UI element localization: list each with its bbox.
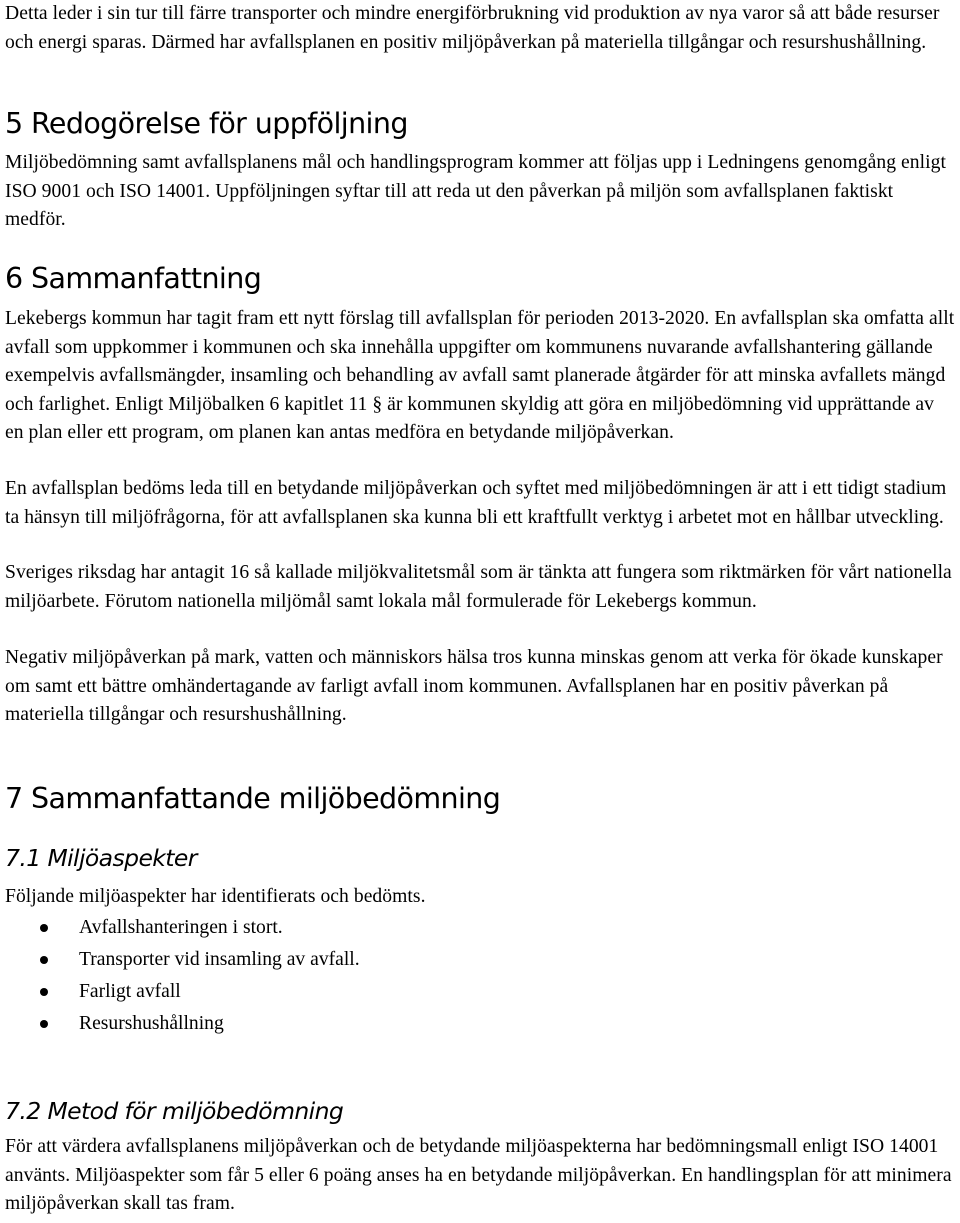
section-5-heading: 5 Redogörelse för uppföljning bbox=[5, 107, 408, 140]
intro-paragraph: Detta leder i sin tur till färre transporter och mindre energiförbrukning vid produktion av nya varor så att både resurser och energi sparas. Därmed har avfallsplanen en positiv miljöpåverkan på materiella tillgångar och resurshushållning. bbox=[5, 3, 940, 53]
list-item-text: Resurshushållning bbox=[79, 1013, 224, 1034]
bullet-icon bbox=[40, 924, 48, 932]
section-7-2-paragraph: För att värdera avfallsplanens miljöpåverkan och de betydande miljöaspekterna har bedömningsmall enligt ISO 14001 använts. Miljöaspekter som får 5 eller 6 poäng anses ha en betydande miljöpåverkan. En handlingsplan för att minimera miljöpåverkan skall tas fram. bbox=[5, 1136, 952, 1214]
list-item-text: Transporter vid insamling av avfall. bbox=[79, 949, 360, 970]
list-item-text: Avfallshanteringen i stort. bbox=[79, 917, 283, 938]
list-item bbox=[5, 944, 360, 976]
list-item bbox=[5, 912, 360, 944]
section-5-paragraph: Miljöbedömning samt avfallsplanens mål och handlingsprogram kommer att följas upp i Ledningens genomgång enligt ISO 9001 och ISO 14001. Uppföljningen syftar till att reda ut den påverkan på miljön som avfallsplanen faktiskt medför. bbox=[5, 152, 946, 230]
section-7-1-heading: 7.1 Miljöaspekter bbox=[5, 844, 197, 872]
bullet-icon bbox=[40, 1020, 48, 1028]
section-6-paragraph-4: Negativ miljöpåverkan på mark, vatten och människors hälsa tros kunna minskas genom att verka för ökade kunskaper om samt ett bättre omhändertagande av farligt avfall inom kommunen. Avfallsplanen har en positiv påverkan på materiella tillgångar och resurshushållning. bbox=[5, 647, 943, 725]
list-item bbox=[5, 1008, 360, 1040]
environmental-aspects-list bbox=[5, 912, 360, 1040]
list-item-text: Farligt avfall bbox=[79, 981, 181, 1002]
bullet-icon bbox=[40, 988, 48, 996]
section-6-paragraph-3: Sveriges riksdag har antagit 16 så kallade miljökvalitetsmål som är tänkta att fungera som riktmärken för vårt nationella miljöarbete. Förutom nationella miljömål samt lokala mål formulerade för Lekebergs kommun. bbox=[5, 562, 952, 612]
bullet-icon bbox=[40, 956, 48, 964]
section-6-paragraph-1: Lekebergs kommun har tagit fram ett nytt förslag till avfallsplan för perioden 2013-2020. En avfallsplan ska omfatta allt avfall som uppkommer i kommunen och ska innehålla uppgifter om kommunens nuvarande avfallshantering gällande exempelvis avfallsmängder, insamling och behandling av avfall samt planerade åtgärder för att minska avfallets mängd och farlighet. Enligt Miljöbalken 6 kapitlet 11 § är kommunen skyldig att göra en miljöbedömning vid upprättande av en plan eller ett program, om planen kan antas medföra en betydande miljöpåverkan. bbox=[5, 308, 955, 443]
section-6-heading: 6 Sammanfattning bbox=[5, 262, 262, 295]
section-7-2-heading: 7.2 Metod för miljöbedömning bbox=[5, 1097, 344, 1125]
section-7-heading: 7 Sammanfattande miljöbedömning bbox=[5, 782, 501, 815]
list-item bbox=[5, 976, 360, 1008]
section-6-paragraph-2: En avfallsplan bedöms leda till en betydande miljöpåverkan och syftet med miljöbedömningen är att i ett tidigt stadium ta hänsyn till miljöfrågorna, för att avfallsplanen ska kunna bli ett kraftfullt verktyg i arbetet mot en hållbar utveckling. bbox=[5, 478, 947, 528]
section-7-1-intro: Följande miljöaspekter har identifierats och bedömts. bbox=[5, 886, 426, 907]
